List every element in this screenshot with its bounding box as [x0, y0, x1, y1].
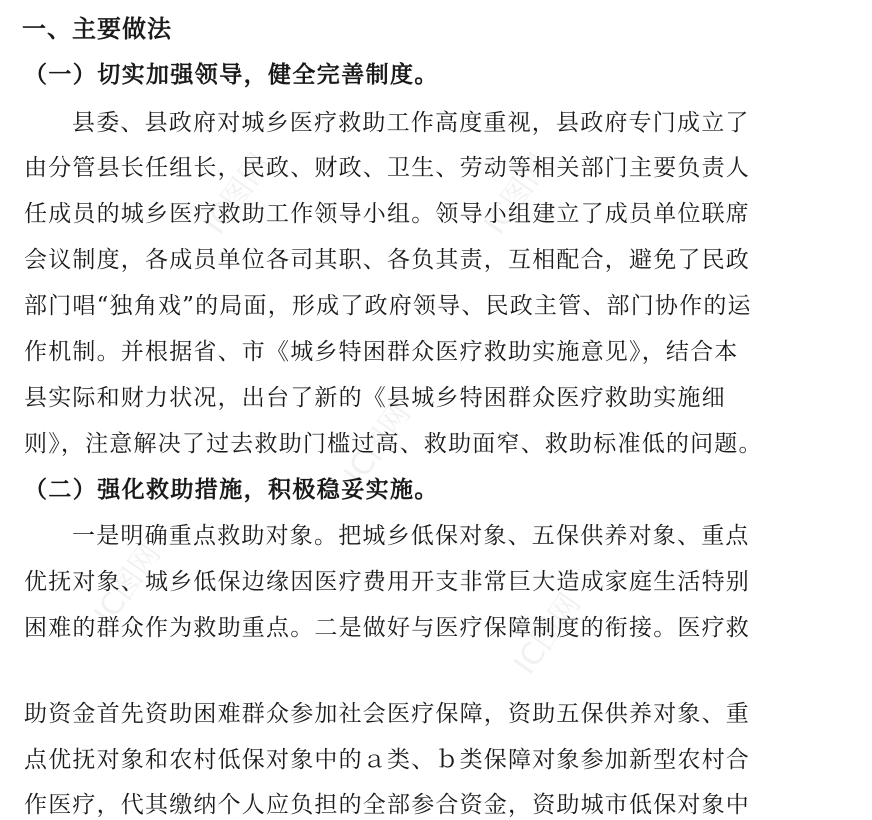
- watermark: IC图网: [507, 587, 588, 681]
- paragraph-line: 一是明确重点救助对象。把城乡低保对象、五保供养对象、重点: [72, 523, 750, 549]
- paragraph-line: 县委、县政府对城乡医疗救助工作高度重视，县政府专门成立了: [72, 110, 750, 136]
- paragraph-line: 则》，注意解决了过去救助门槛过高、救助面窄、救助标准低的问题。: [24, 431, 763, 457]
- paragraph-line: 县实际和财力状况，出台了新的《县城乡特困群众医疗救助实施细: [24, 385, 726, 411]
- paragraph-line: 作医疗，代其缴纳个人应负担的全部参合资金，资助城市低保对象中: [24, 792, 750, 818]
- section-2-heading: （二）强化救助措施，积极稳妥实施。: [24, 476, 439, 503]
- watermark: IC图网: [337, 397, 418, 491]
- paragraph-line: 部门唱“独角戏”的局面，形成了政府领导、民政主管、部门协作的运: [24, 293, 752, 319]
- paragraph-line: 作机制。并根据省、市《城乡特困群众医疗救助实施意见》，结合本: [24, 339, 739, 365]
- paragraph-line: 困难的群众作为救助重点。二是做好与医疗保障制度的衔接。医疗救: [24, 615, 750, 641]
- paragraph-line: 由分管县长任组长，民政、财政、卫生、劳动等相关部门主要负责人: [24, 155, 750, 181]
- paragraph-line: 优抚对象、城乡低保边缘因医疗费用开支非常巨大造成家庭生活特别: [24, 569, 750, 595]
- main-heading: 一、主要做法: [22, 15, 172, 43]
- watermark: IC图网: [197, 147, 278, 241]
- paragraph-line: 助资金首先资助困难群众参加社会医疗保障，资助五保供养对象、重: [24, 701, 750, 727]
- watermark: IC图网: [477, 147, 558, 241]
- section-1-heading: （一）切实加强领导，健全完善制度。: [24, 61, 439, 88]
- watermark: IC图网: [87, 537, 168, 631]
- paragraph-line: 任成员的城乡医疗救助工作领导小组。领导小组建立了成员单位联席: [24, 201, 750, 227]
- paragraph-line: 点优抚对象和农村低保对象中的ａ类、ｂ类保障对象参加新型农村合: [24, 747, 750, 773]
- paragraph-line: 会议制度，各成员单位各司其职、各负其责，互相配合，避免了民政: [24, 247, 750, 273]
